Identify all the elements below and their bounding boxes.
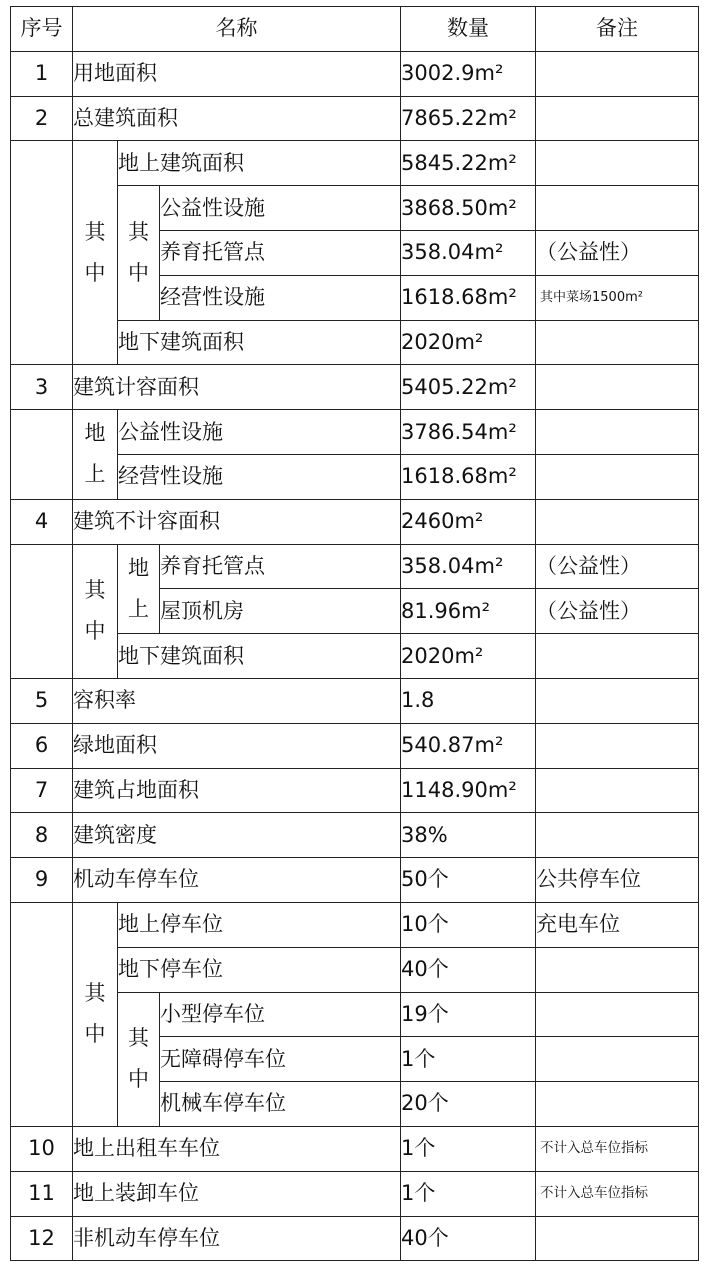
row-number: 1	[11, 51, 73, 96]
row-note	[536, 1216, 699, 1261]
row-name: 容积率	[73, 678, 401, 723]
label-qi: 其	[128, 1026, 149, 1051]
row-note	[536, 723, 699, 768]
row-qty: 2460m²	[401, 499, 536, 544]
row-name: 非机动车停车位	[73, 1216, 401, 1261]
table-row	[11, 51, 699, 96]
row-name: 无障碍停车位	[160, 1037, 401, 1082]
row-number-empty	[11, 544, 73, 678]
label-zhong: 中	[84, 260, 106, 285]
row-name: 地上停车位	[118, 902, 401, 947]
row-number: 10	[11, 1126, 73, 1171]
row-qty: 5845.22m²	[401, 141, 536, 186]
table-row	[11, 499, 699, 544]
row-qty: 3786.54m²	[401, 410, 536, 455]
row-name: 养育托管点	[160, 544, 401, 589]
table-row	[11, 678, 699, 723]
row-note	[536, 992, 699, 1037]
row-name: 建筑计容面积	[73, 365, 401, 410]
group-label-qizhong	[73, 544, 118, 678]
row-note	[536, 1037, 699, 1082]
label-zhong: 中	[84, 619, 106, 644]
row-name: 机械车停车位	[160, 1082, 401, 1127]
label-zhong: 中	[128, 1067, 149, 1092]
row-qty: 358.04m²	[401, 544, 536, 589]
row-qty: 19个	[401, 992, 536, 1037]
row-name: 屋顶机房	[160, 589, 401, 634]
table-row	[11, 813, 699, 858]
row-note: （公益性）	[536, 544, 699, 589]
row-number: 8	[11, 813, 73, 858]
label-zhong: 中	[84, 1022, 106, 1047]
table-row	[11, 902, 699, 947]
row-qty: 358.04m²	[401, 230, 536, 275]
row-note: 充电车位	[536, 902, 699, 947]
table-row	[11, 96, 699, 141]
label-qi: 其	[84, 578, 106, 603]
row-name: 地上建筑面积	[118, 141, 401, 186]
table-row	[11, 723, 699, 768]
row-name: 建筑不计容面积	[73, 499, 401, 544]
row-name: 绿地面积	[73, 723, 401, 768]
row-number: 12	[11, 1216, 73, 1261]
row-qty: 2020m²	[401, 634, 536, 679]
table-row	[11, 544, 699, 589]
row-qty: 1个	[401, 1037, 536, 1082]
row-name: 公益性设施	[118, 410, 401, 455]
label-di: 地	[128, 555, 149, 580]
row-name: 地下停车位	[118, 947, 401, 992]
row-note	[536, 768, 699, 813]
table-row	[11, 410, 699, 455]
row-note: 不计入总车位指标	[536, 1171, 699, 1216]
row-note	[536, 947, 699, 992]
row-qty: 10个	[401, 902, 536, 947]
group-label-qizhong	[73, 141, 118, 365]
row-name: 经营性设施	[118, 454, 401, 499]
row-qty: 3002.9m²	[401, 51, 536, 96]
header-note: 备注	[536, 7, 699, 52]
row-qty: 3868.50m²	[401, 186, 536, 231]
group-label-dishang	[73, 410, 118, 500]
row-qty: 1个	[401, 1171, 536, 1216]
table-row	[11, 1216, 699, 1261]
row-name: 经营性设施	[160, 275, 401, 320]
row-number: 9	[11, 858, 73, 903]
row-note	[536, 320, 699, 365]
row-qty: 1618.68m²	[401, 454, 536, 499]
row-name: 机动车停车位	[73, 858, 401, 903]
row-qty: 81.96m²	[401, 589, 536, 634]
row-qty: 40个	[401, 1216, 536, 1261]
row-number-empty	[11, 410, 73, 500]
row-note	[536, 678, 699, 723]
row-qty: 50个	[401, 858, 536, 903]
group-label-qizhong	[73, 902, 118, 1126]
group-label-qizhong	[118, 186, 160, 320]
row-note	[536, 51, 699, 96]
row-name: 地下建筑面积	[118, 634, 401, 679]
row-note	[536, 499, 699, 544]
group-label-qizhong	[118, 992, 160, 1126]
label-shang: 上	[84, 462, 106, 487]
row-note	[536, 96, 699, 141]
row-qty: 38%	[401, 813, 536, 858]
row-name: 总建筑面积	[73, 96, 401, 141]
table-row	[11, 365, 699, 410]
header-name: 名称	[73, 7, 401, 52]
row-note	[536, 1082, 699, 1127]
row-name: 地上装卸车位	[73, 1171, 401, 1216]
table-header-row	[11, 7, 699, 52]
row-name: 地下建筑面积	[118, 320, 401, 365]
row-qty: 1618.68m²	[401, 275, 536, 320]
row-number-empty	[11, 141, 73, 365]
row-qty: 1个	[401, 1126, 536, 1171]
row-qty: 20个	[401, 1082, 536, 1127]
label-di: 地	[84, 421, 106, 446]
label-qi: 其	[128, 219, 149, 244]
label-qi: 其	[84, 219, 106, 244]
table-row	[11, 1126, 699, 1171]
row-note: 不计入总车位指标	[536, 1126, 699, 1171]
row-qty: 5405.22m²	[401, 365, 536, 410]
row-number: 11	[11, 1171, 73, 1216]
table-row	[11, 141, 699, 186]
row-name: 养育托管点	[160, 230, 401, 275]
table-row	[11, 1171, 699, 1216]
label-shang: 上	[128, 596, 149, 621]
row-note	[536, 454, 699, 499]
row-note	[536, 813, 699, 858]
row-number: 7	[11, 768, 73, 813]
row-number: 5	[11, 678, 73, 723]
row-number: 2	[11, 96, 73, 141]
row-note: （公益性）	[536, 589, 699, 634]
row-qty: 2020m²	[401, 320, 536, 365]
row-name: 地上出租车车位	[73, 1126, 401, 1171]
row-qty: 7865.22m²	[401, 96, 536, 141]
table-row	[11, 858, 699, 903]
row-note: （公益性）	[536, 230, 699, 275]
label-qi: 其	[84, 981, 106, 1006]
row-note	[536, 410, 699, 455]
header-qty: 数量	[401, 7, 536, 52]
row-note	[536, 141, 699, 186]
indicator-table	[10, 6, 699, 1261]
row-qty: 540.87m²	[401, 723, 536, 768]
row-number-empty	[11, 902, 73, 1126]
row-name: 用地面积	[73, 51, 401, 96]
row-qty: 1148.90m²	[401, 768, 536, 813]
table-row	[11, 768, 699, 813]
row-note	[536, 186, 699, 231]
row-qty: 1.8	[401, 678, 536, 723]
row-number: 3	[11, 365, 73, 410]
group-label-dishang	[118, 544, 160, 634]
row-note	[536, 634, 699, 679]
row-note: 其中菜场1500m²	[536, 275, 699, 320]
row-note: 公共停车位	[536, 858, 699, 903]
row-name: 建筑密度	[73, 813, 401, 858]
label-zhong: 中	[128, 260, 149, 285]
row-name: 公益性设施	[160, 186, 401, 231]
header-no: 序号	[11, 7, 73, 52]
row-qty: 40个	[401, 947, 536, 992]
row-note	[536, 365, 699, 410]
row-number: 6	[11, 723, 73, 768]
row-name: 小型停车位	[160, 992, 401, 1037]
row-name: 建筑占地面积	[73, 768, 401, 813]
row-number: 4	[11, 499, 73, 544]
